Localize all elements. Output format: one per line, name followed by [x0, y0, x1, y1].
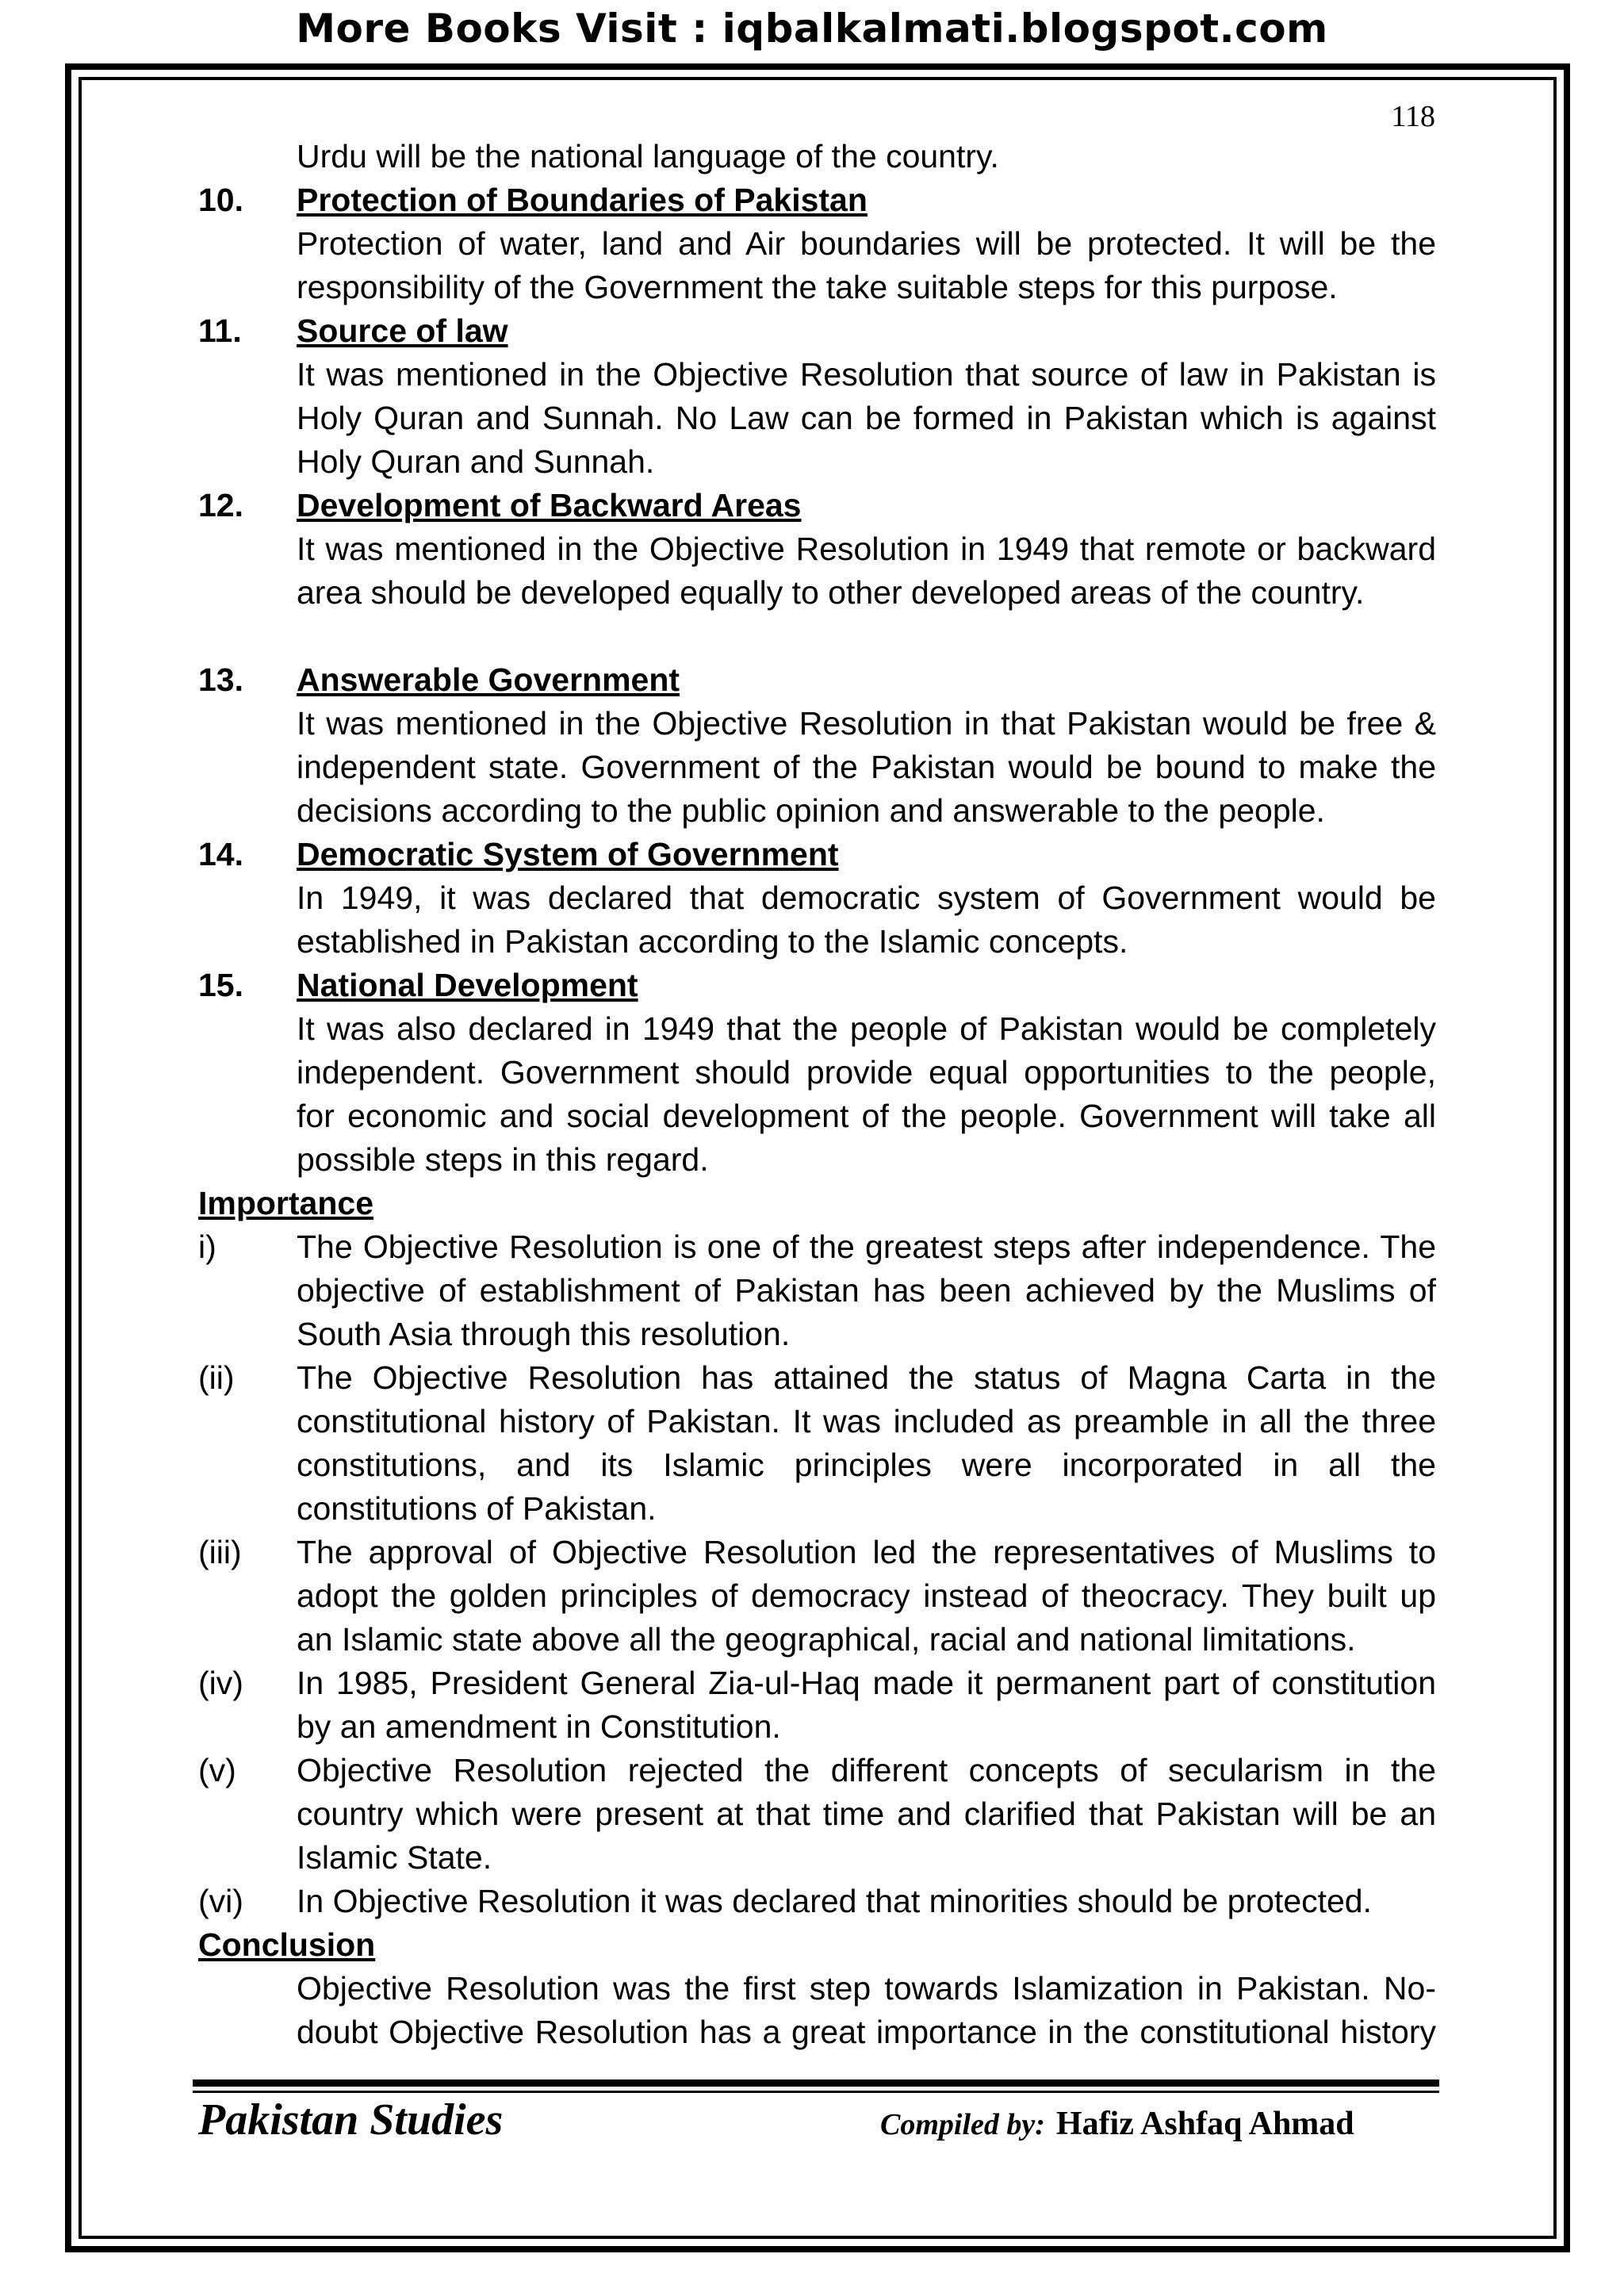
- footer-credit: [880, 2102, 1354, 2147]
- point-text-line: objective of establishment of Pakistan has been achieved by the Muslims of: [297, 1272, 1436, 1309]
- footer-rule: [193, 2079, 1439, 2087]
- item-heading: Protection of Boundaries of Pakistan: [297, 182, 868, 218]
- intro-line: Urdu will be the national language of the country.: [297, 138, 999, 174]
- item-text-line: area should be developed equally to other developed areas of the country.: [297, 574, 1365, 611]
- item-text-line: for economic and social development of the people. Government will take all: [297, 1098, 1436, 1134]
- point-marker: (iv): [198, 1665, 243, 1701]
- item-number: 12.: [198, 487, 243, 523]
- item-text-line: It was mentioned in the Objective Resolution that source of law in Pakistan is: [297, 356, 1436, 393]
- item-text-line: Holy Quran and Sunnah.: [297, 443, 655, 480]
- point-text-line: The Objective Resolution is one of the greatest steps after independence. The: [297, 1228, 1436, 1265]
- item-text-line: independent. Government should provide equal opportunities to the people,: [297, 1054, 1436, 1091]
- point-marker: i): [198, 1228, 216, 1265]
- point-marker: (vi): [198, 1883, 243, 1919]
- point-text-line: In Objective Resolution it was declared that minorities should be protected.: [297, 1883, 1373, 1919]
- item-text-line: It was mentioned in the Objective Resolution in that Pakistan would be free &: [297, 705, 1436, 742]
- item-text-line: It was mentioned in the Objective Resolution in 1949 that remote or backward: [297, 531, 1436, 567]
- conclusion-heading: Conclusion: [198, 1926, 376, 1963]
- item-text-line: independent state. Government of the Pakistan would be bound to make the: [297, 749, 1436, 785]
- item-text-line: responsibility of the Government the take suitable steps for this purpose.: [297, 269, 1338, 305]
- point-text-line: Objective Resolution rejected the different concepts of secularism in the: [297, 1752, 1436, 1788]
- page-number: 118: [1391, 100, 1435, 133]
- point-text-line: South Asia through this resolution.: [297, 1316, 791, 1352]
- point-text-line: country which were present at that time and clarified that Pakistan will be an: [297, 1796, 1436, 1832]
- footer-compiled-label: Compiled by:: [880, 2108, 1045, 2141]
- item-heading: Source of law: [297, 312, 508, 349]
- item-text-line: It was also declared in 1949 that the people of Pakistan would be completely: [297, 1010, 1436, 1047]
- item-number: 10.: [198, 182, 243, 218]
- point-text-line: by an amendment in Constitution.: [297, 1708, 781, 1745]
- item-text-line: Protection of water, land and Air boundaries will be protected. It will be the: [297, 225, 1436, 262]
- item-heading: Democratic System of Government: [297, 836, 839, 872]
- site-banner: More Books Visit : iqbalkalmati.blogspot.com: [296, 6, 1328, 52]
- item-heading: Development of Backward Areas: [297, 487, 802, 523]
- item-heading: Answerable Government: [297, 661, 680, 698]
- item-number: 13.: [198, 661, 243, 698]
- point-marker: (v): [198, 1752, 236, 1788]
- conclusion-text-line: doubt Objective Resolution has a great importance in the constitutional history: [297, 2014, 1436, 2050]
- footer-book-title: Pakistan Studies: [198, 2095, 504, 2145]
- item-text-line: established in Pakistan according to the Islamic concepts.: [297, 923, 1128, 960]
- point-text-line: The Objective Resolution has attained the status of Magna Carta in the: [297, 1359, 1436, 1396]
- point-text-line: The approval of Objective Resolution led the representatives of Muslims to: [297, 1534, 1436, 1570]
- item-text-line: In 1949, it was declared that democratic system of Government would be: [297, 880, 1436, 916]
- point-text-line: constitutions of Pakistan.: [297, 1490, 657, 1527]
- item-number: 15.: [198, 967, 243, 1003]
- point-text-line: In 1985, President General Zia-ul-Haq made it permanent part of constitution: [297, 1665, 1436, 1701]
- item-text-line: Holy Quran and Sunnah. No Law can be formed in Pakistan which is against: [297, 400, 1436, 436]
- point-marker: (ii): [198, 1359, 235, 1396]
- item-text-line: possible steps in this regard.: [297, 1141, 709, 1178]
- item-text-line: decisions according to the public opinion and answerable to the people.: [297, 792, 1325, 829]
- importance-heading: Importance: [198, 1185, 373, 1221]
- point-marker: (iii): [198, 1534, 242, 1570]
- point-text-line: constitutions, and its Islamic principles were incorporated in all the: [297, 1447, 1436, 1483]
- footer-author: Hafiz Ashfaq Ahmad: [1055, 2106, 1354, 2142]
- item-number: 14.: [198, 836, 243, 872]
- conclusion-text-line: Objective Resolution was the first step towards Islamization in Pakistan. No-: [297, 1970, 1436, 2007]
- item-heading: National Development: [297, 967, 638, 1003]
- point-text-line: adopt the golden principles of democracy instead of theocracy. They built up: [297, 1577, 1436, 1614]
- item-number: 11.: [198, 312, 242, 349]
- point-text-line: an Islamic state above all the geographical, racial and national limitations.: [297, 1621, 1356, 1658]
- point-text-line: Islamic State.: [297, 1839, 492, 1876]
- point-text-line: constitutional history of Pakistan. It was included as preamble in all the three: [297, 1403, 1436, 1439]
